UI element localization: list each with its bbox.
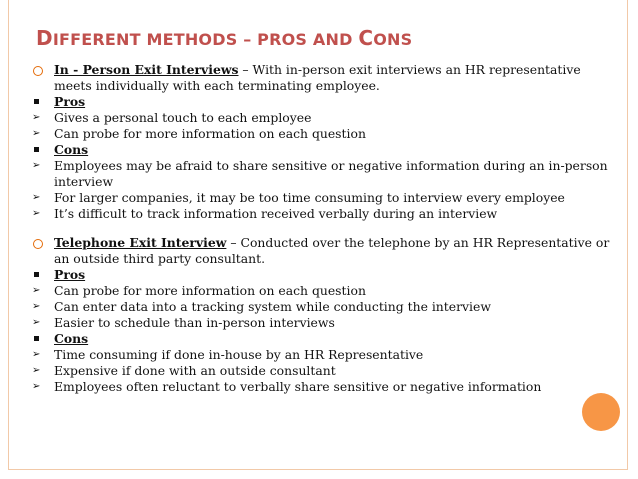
pros-label-item [30, 94, 610, 110]
list-item [30, 158, 610, 190]
cons-label: Cons [54, 331, 89, 346]
list-item-text: Can probe for more information on each question [54, 283, 366, 298]
list-item-text: Gives a personal touch to each employee [54, 110, 312, 125]
arrow-bullet-icon: ➢ [32, 128, 41, 139]
square-bullet-icon [34, 99, 39, 104]
list-item [30, 110, 610, 126]
list-item [30, 315, 610, 331]
cons-label: Cons [54, 142, 89, 157]
list-item-text: Can probe for more information on each question [54, 126, 366, 141]
list-item [30, 283, 610, 299]
list-item-text: Time consuming if done in-house by an HR Representative [54, 347, 424, 362]
section-heading: Telephone Exit Interview [54, 235, 227, 250]
arrow-bullet-icon: ➢ [32, 285, 41, 296]
pros-label: Pros [54, 267, 86, 282]
arrow-bullet-icon: ➢ [32, 365, 41, 376]
list-item [30, 299, 610, 315]
arrow-bullet-icon: ➢ [32, 317, 41, 328]
cons-label-item [30, 331, 610, 347]
title-part: ONS [373, 30, 413, 49]
list-item [30, 126, 610, 142]
circle-bullet-icon [33, 66, 43, 76]
arrow-bullet-icon: ➢ [32, 349, 41, 360]
list-item-text: Can enter data into a tracking system while conducting the interview [54, 299, 491, 314]
list-item-text: Easier to schedule than in-person interviews [54, 315, 335, 330]
arrow-bullet-icon: ➢ [32, 112, 41, 123]
square-bullet-icon [34, 147, 39, 152]
section-description: – With in-person exit interviews an HR representative meets individually with each terminating employee. [54, 62, 581, 93]
section-heading-item [30, 62, 610, 94]
list-item [30, 347, 610, 363]
slide-content [30, 62, 610, 395]
arrow-bullet-icon: ➢ [32, 381, 41, 392]
title-part: D [36, 26, 53, 50]
section-description: – Conducted over the telephone by an HR Representative or an outside third party consultant. [54, 235, 610, 266]
square-bullet-icon [34, 336, 39, 341]
slide-title [36, 26, 412, 50]
list-item-text: Expensive if done with an outside consultant [54, 363, 336, 378]
list-item [30, 363, 610, 379]
list-item [30, 190, 610, 206]
title-part: IFFERENT METHODS – PROS AND [52, 30, 359, 49]
decorative-circle [582, 393, 620, 431]
list-item-text: Employees may be afraid to share sensitive or negative information during an in-person interview [54, 158, 608, 189]
square-bullet-icon [34, 272, 39, 277]
title-part: C [358, 26, 374, 50]
section-spacer [30, 222, 610, 235]
pros-label-item [30, 267, 610, 283]
arrow-bullet-icon: ➢ [32, 160, 41, 171]
section-heading-item [30, 235, 610, 267]
list-item-text: It’s difficult to track information received verbally during an interview [54, 206, 498, 221]
arrow-bullet-icon: ➢ [32, 208, 41, 219]
arrow-bullet-icon: ➢ [32, 301, 41, 312]
list-item-text: For larger companies, it may be too time consuming to interview every employee [54, 190, 565, 205]
pros-label: Pros [54, 94, 86, 109]
cons-label-item [30, 142, 610, 158]
list-item [30, 206, 610, 222]
section-heading: In - Person Exit Interviews [54, 62, 239, 77]
list-item-text: Employees often reluctant to verbally share sensitive or negative information [54, 379, 542, 394]
list-item [30, 379, 610, 395]
circle-bullet-icon [33, 239, 43, 249]
arrow-bullet-icon: ➢ [32, 192, 41, 203]
